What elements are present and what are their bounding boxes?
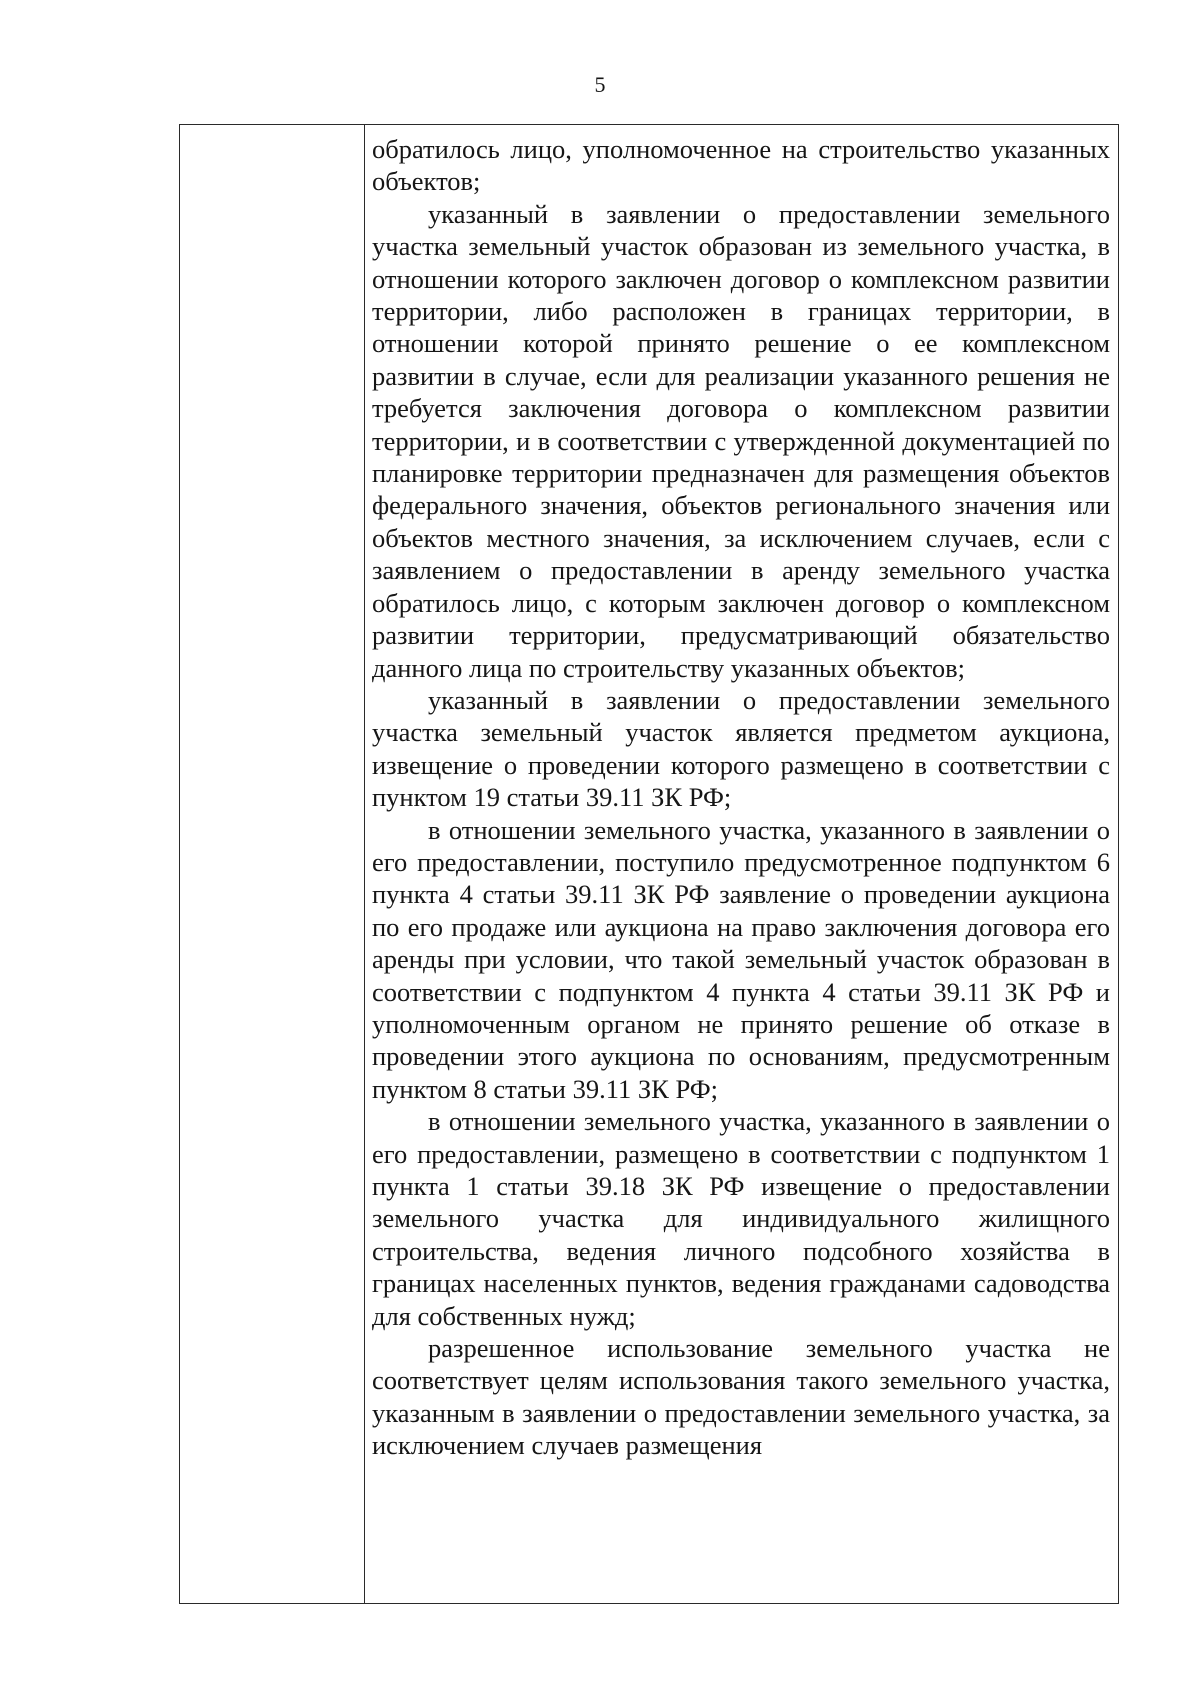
paragraph: указанный в заявлении о предоставлении земельного участка земельный участок образован из земельного участка, в отношении которого заключен договор о комплексном развитии территории, либо расположен в границах территории, в отношении которой принято решение о ее комплексном развитии в случае, если для реализации указанного решения не требуется заключения договора о комплексном развитии территории, и в соответствии с утвержденной документацией по планировке территории предназначен для размещения объектов федерального значения, объектов регионального значения или объектов местного значения, за исключением случаев, если с заявлением о предоставлении в аренду земельного участка обратилось лицо, с которым заключен договор о комплексном развитии территории, предусматривающий обязательство данного лица по строительству указанных объектов; xyxy=(372,198,1110,683)
right-column-cell xyxy=(372,133,1110,1462)
paragraph: обратилось лицо, уполномоченное на строительство указанных объектов; xyxy=(372,134,1110,197)
paragraph: указанный в заявлении о предоставлении земельного участка земельный участок является предметом аукциона, извещение о проведении которого размещено в соответствии с пунктом 19 статьи 39.11 ЗК РФ; xyxy=(372,684,1110,813)
content-table xyxy=(179,124,1119,1604)
paragraph: в отношении земельного участка, указанного в заявлении о его предоставлении, поступило предусмотренное подпунктом 6 пункта 4 статьи 39.11 ЗК РФ заявление о проведении аукциона по его продаже или аукциона на право заключения договора его аренды при условии, что такой земельный участок образован в соответствии с подпунктом 4 пункта 4 статьи 39.11 ЗК РФ и уполномоченным органом не принято решение об отказе в проведении этого аукциона по основаниям, предусмотренным пунктом 8 статьи 39.11 ЗК РФ; xyxy=(372,814,1110,1104)
paragraph: в отношении земельного участка, указанного в заявлении о его предоставлении, размещено в соответствии с подпунктом 1 пункта 1 статьи 39.18 ЗК РФ извещение о предоставлении земельного участка для индивидуального жилищного строительства, ведения личного подсобного хозяйства в границах населенных пунктов, ведения гражданами садоводства для собственных нужд; xyxy=(372,1106,1110,1331)
left-column-cell xyxy=(180,125,364,1603)
paragraph: разрешенное использование земельного участка не соответствует целям использования такого земельного участка, указанным в заявлении о предоставлении земельного участка, за исключением случаев размещения xyxy=(372,1333,1110,1461)
column-divider xyxy=(364,125,365,1603)
page-number: 5 xyxy=(594,72,606,97)
